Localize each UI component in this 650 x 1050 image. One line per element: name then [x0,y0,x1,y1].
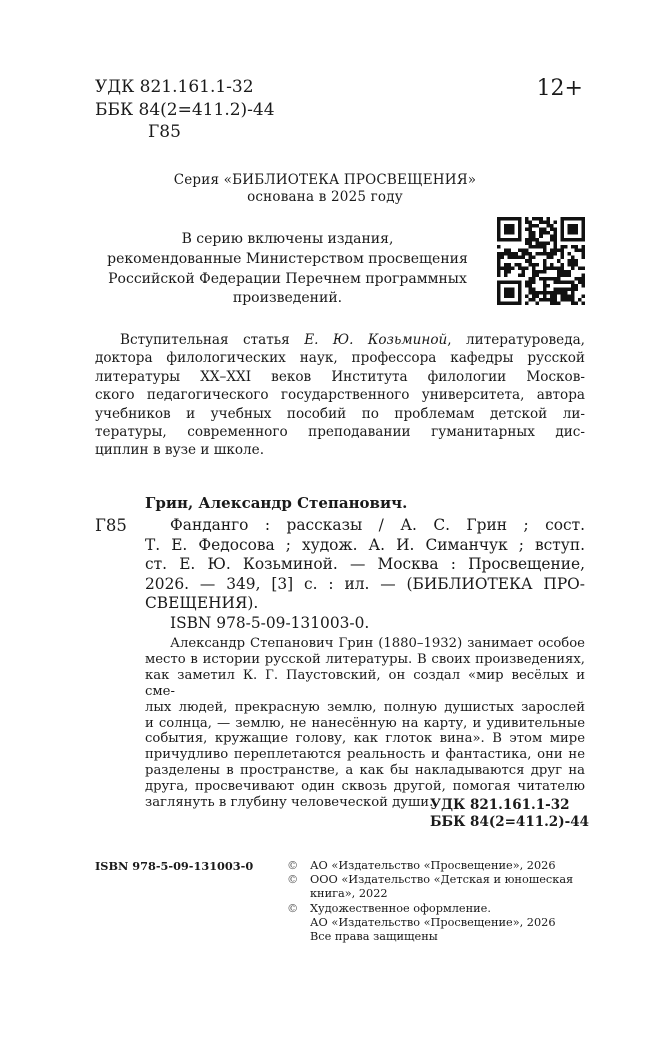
bbk-code: ББК 84(2=411.2)-44 [430,814,589,830]
catalog-line: СВЕЩЕНИЯ). [145,594,259,612]
annotation-line: Александр Степанович Грин (1880–1932) занимает особое [170,636,585,651]
catalog-isbn: ISBN 978-5-09-131003-0. [170,613,370,632]
copyright-entry [287,859,573,873]
annotation-line: место в истории русской литературы. В своих произведениях, [145,651,585,667]
inclusion-line: рекомендованные Министерством просвещения [107,250,468,267]
annotation-line: друга, просвечивают один сквозь другой, помогая читателю [145,779,585,795]
annotation-line: причудливо переплетаются реальность и фантастика, они не [145,747,585,763]
copyright-line: АО «Издательство «Просвещение», 2026 [310,859,556,872]
copyright-entry [287,873,573,901]
intro-line [95,331,585,349]
inclusion-line: Российской Федерации Перечнем программных [108,270,467,287]
bbk-code: ББК 84(2=411.2)-44 [95,99,275,120]
intro-text: , литературоведа, [447,332,585,348]
annotation-line: события, кружащие голову, как глоток вина». В этом мире [145,731,585,747]
catalog-line: 2026. — 349, [3] с. : ил. — (БИБЛИОТЕКА ПРО- [145,574,585,593]
intro-line: циплин в вузе и школе. [95,442,265,459]
series-title: Серия «БИБЛИОТЕКА ПРОСВЕЩЕНИЯ» [173,172,477,188]
annotation-line: и солнца, — землю, не нанесённую на карту, и удивительные [145,715,585,731]
copyright-icon: © [287,901,299,915]
copyright-line: Художественное оформление. [310,901,491,915]
udk-code: УДК 821.161.1-32 [95,77,254,97]
intro-author: Е. Ю. Козьминой [304,332,448,348]
intro-text: Вступительная статья [120,332,305,348]
age-rating: 12+ [536,76,583,101]
inclusion-line: В серию включены издания, [181,231,394,247]
annotation-line: разделены в пространстве, а как бы накладываются друг на [145,763,585,779]
catalog-line: Т. Е. Федосова ; худож. А. И. Симанчук ; вступ. [145,535,585,554]
annotation-line: заглянуть в глубину человеческой души. [145,795,434,811]
annotation-line: как заметил К. Г. Паустовский, он создал «мир весёлых и сме- [145,667,585,699]
copyright-entry [287,902,573,945]
series-info [0,172,650,206]
author-mark: Г85 [148,122,181,142]
copyright-line: книга», 2022 [310,887,388,901]
catalog-author: Грин, Александр Степанович. [145,494,408,512]
intro-line: литературы XX–XXI веков Института филологии Москов- [95,368,585,385]
catalog-line: Фанданго : рассказы / А. С. Грин ; сост. [170,516,585,534]
copyright-line: АО «Издательство «Просвещение», 2026 [310,915,556,929]
copyright-icon: © [287,873,299,887]
intro-line: ского педагогического государственного университета, автора [95,387,585,404]
udk-code: УДК 821.161.1-32 [430,797,570,813]
annotation [145,636,585,811]
catalog-entry [145,516,585,633]
catalog-line: ст. Е. Ю. Козьминой. — Москва : Просвещение, [145,555,585,573]
copyright-block [287,859,573,944]
annotation-line: лых людей, прекрасную землю, полную душистых зарослей [145,699,585,715]
copyright-line: Все права защищены [310,930,438,944]
footer-isbn: ISBN 978-5-09-131003-0 [95,859,254,873]
copyright-line: ООО «Издательство «Детская и юношеская [310,873,574,887]
catalog-mark: Г85 [95,516,127,535]
inclusion-line: произведений. [232,290,343,307]
qr-code-icon [497,217,585,305]
annotation-codes [430,797,589,831]
inclusion-note [95,230,480,309]
intro-paragraph [95,331,585,460]
classification-header [95,76,275,144]
intro-line: учебников и учебных пособий по проблемам детской ли- [95,405,585,422]
copyright-icon: © [287,859,299,872]
intro-line: доктора филологических наук, профессора кафедры русской [95,350,585,367]
series-founded: основана в 2025 году [247,189,403,205]
intro-line: тературы, современного преподавании гуманитарных дис- [95,424,585,441]
